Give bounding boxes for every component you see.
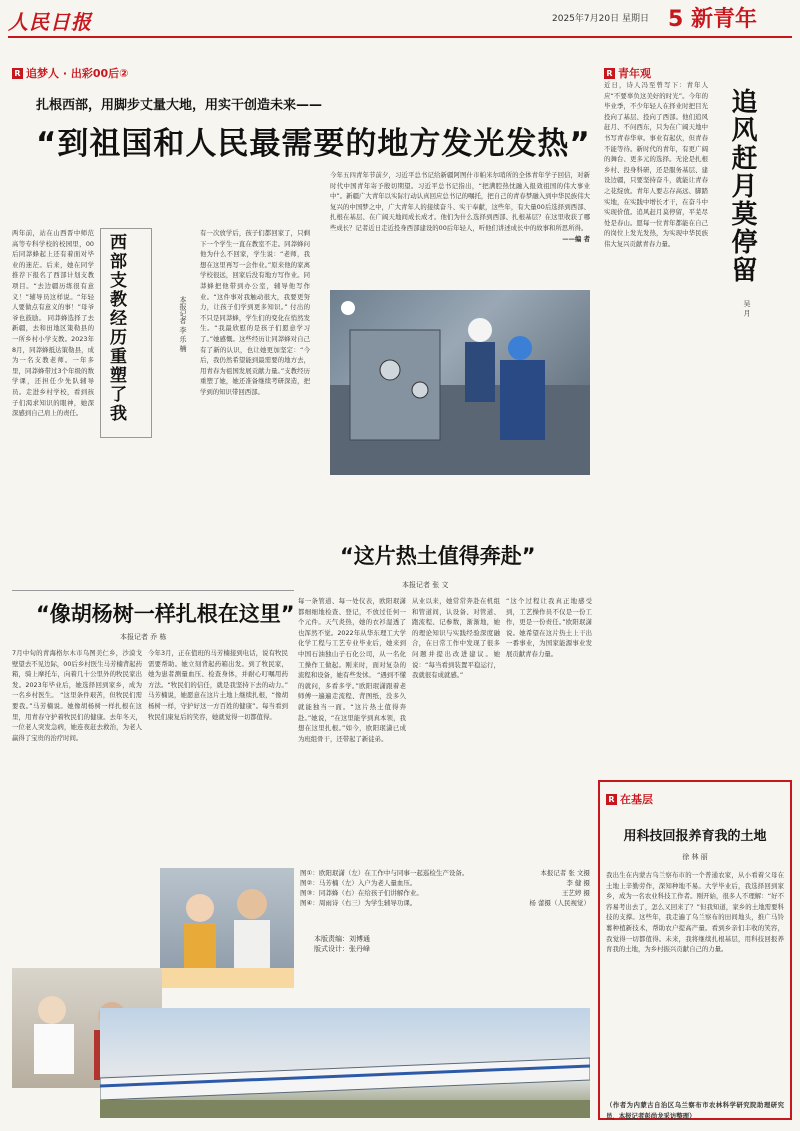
feature-subhead: 扎根西部，用脚步丈量大地，用实干创造未来——: [36, 98, 323, 113]
jiceng-author: 徐 林 丽: [682, 853, 708, 861]
jiceng-section-label: 在基层: [620, 793, 653, 806]
r-badge-icon: R: [12, 68, 23, 79]
article2-col2: [412, 596, 500, 856]
article2-text-c: 从业以来，她常常奔赴在机组和管道间，认设备、对管道、跑流程、记参数，渐渐地，她的理论知识与实践经验深度融合，在日常工作中发现了很多问题并提出改进建议。她说：“每当看到装置平稳运行，我就很有成就感。”: [412, 597, 500, 680]
page-section-title: 5 新青年: [668, 7, 757, 32]
article2-col3: [506, 596, 592, 856]
feature-kicker-label: 追梦人 · 出彩00后②: [26, 67, 129, 80]
article1-col2: [200, 228, 310, 560]
divider: [12, 590, 294, 591]
article1-text-a: 两年前，站在山西晋中师范高等专科学校的校园里，00后同莽蜂起上还有着面对毕业的迷茫。后来，她在同学推荐下报名了西部计划支教项目。“去边疆历练很有意义！”辅导员这样说。“年轻人要做点有意义的事！”母爷爷也鼓励。: [12, 229, 94, 322]
jiceng-box: [598, 780, 792, 1120]
column-section-label: 青年观: [618, 67, 651, 80]
column-author: 吴 月: [743, 300, 751, 317]
article3-title: “像胡杨树一样扎根在这里”: [36, 602, 295, 626]
photo-tutoring: [160, 868, 294, 988]
article2-byline: 本报记者 张 文: [402, 581, 449, 589]
caption-row: 图②：马芳楠（左）入户为老人量血压。 李 健 摄: [300, 879, 590, 887]
article2-title: “这片热土值得奔赴”: [340, 544, 536, 568]
article1-byline: 本报记者 李 乐 楠: [179, 296, 187, 352]
jiceng-header: [606, 788, 784, 807]
feature-intro: [330, 170, 590, 282]
article3-text-c: 今年3月，正在值班的马芳楠接到电话，说有牧民需要帮助。她立刻背起药箱出发。到了牧民家，她为患者测量血压、检查身体，并耐心叮嘱用药方法。“牧民们的信任，就是我坚持下去的动力。”: [148, 649, 288, 689]
article3-col1: [12, 648, 142, 860]
photo-workers: [330, 290, 590, 475]
article3-byline: 本报记者 乔 栋: [120, 633, 167, 641]
article1-title: 西部支教经历重塑了我: [106, 233, 126, 423]
article3-col2: [148, 648, 288, 860]
tutoring-illustration: [160, 868, 294, 988]
train-illustration: [100, 1008, 590, 1118]
article3-text-d: 马芳楠说，她愿意在这片土地上继续扎根，“像胡杨树一样，守护好这一方百姓的健康”。每当看到牧民们康复后的笑容，她就觉得一切都值得。: [148, 691, 288, 721]
caption-row: 图③：同莽蜂（右）在给孩子们讲解作业。 王艺婷 摄: [300, 889, 590, 897]
feature-intro-text: 今年五四青年节前夕，习近平总书记给新疆阿图什市帕米尔哨所的全体青年学子回信，对新时代中国青年寄予殷切期望。习近平总书记指出，“把满腔热忱融入报效祖国的伟大事业中”。新疆广大青年以实际行动认真回应总书记的嘱托，把自己的青春梦融入到中华民族伟大复兴的中国梦之中，广大青年人的接续奋斗、实干奉献，这些年，有大量00后选择到西部、扎根在基层、在广阔天地间成长成才。他们为什么选择到西部、扎根基层？在这里收获了哪些成长？记者近日走近投身西部建设的00后年轻人，听他们讲述成长中的故事和所思所得。: [330, 171, 590, 232]
feature-title: “到祖国和人民最需要的地方发光发热”: [36, 126, 591, 162]
feature-intro-signoff: ——编 者: [562, 234, 590, 243]
photo-captions: [300, 868, 590, 908]
article1-col1: [12, 228, 94, 560]
column-title: 追风赶月莫停留: [727, 88, 757, 284]
caption-row: 图①：欧阳珉潇（左）在工作中与同事一起巡检生产设备。 本报记者 张 文摄: [300, 869, 590, 877]
newspaper-logo: 人民日报: [8, 10, 92, 34]
article2-text-a: 每一条管道、每一处仪表，欧阳珉潇都细细地检查、登记，不放过任何一个元件。天气炎热，她的衣衫湿透了也浑然不觉。2022年从华东理工大学化学工程与工艺专业毕业后，她来到中国石油独山子石化公司，从一名化工操作工做起。刚来时，面对复杂的流程和设备，她有些发怵。: [298, 597, 406, 680]
jiceng-footnote: （作者为内蒙古自治区乌兰察布市农林科学研究院助理研究员，本报记者彭尚龙采访整理）: [606, 1101, 784, 1120]
article1-text-c: 有一次放学后，孩子们都回家了，只剩下一个学生一直在教室不走。同莽蜂问他为什么不回家，学生说：“老师，我想在这里再写一会作业。”原来他的家离学校很远，回家后没有地方写作业。同莽蜂把他带到办公室，辅导他写作业。“这件事对我触动很大，我要更努力，让孩子们学到更多知识。”: [200, 229, 310, 312]
r-badge-icon: R: [606, 794, 617, 805]
caption-row: 图④：周雨诗（右三）为学生辅导功课。 杨 蕾摄（人民视觉）: [300, 899, 590, 907]
column-header: [604, 62, 651, 81]
column-text-1: [604, 80, 708, 770]
workers-illustration: [330, 290, 590, 475]
masthead-rule: [8, 36, 792, 38]
column-text: 近日，诗人冯至曾写下：青年人应“不要辜负这美好的时光”。今年的毕业季，不少年轻人在择业时把目光投向了基层、投向了西部。他们追风赶月、不问西东，只为在广阔天地中书写青春华章。事业有起伏，但青春不能等待。新时代的青年，有更广阔的舞台、更多元的选择。无论是扎根乡村、投身科研，还是服务基层、建设边疆，只要坚持奋斗，就能让青春之花绽放。青年人要志存高远、脚踏实地，在实践中增长才干，在奋斗中实现价值。追风赶月莫停留，平芜尽处是春山。愿每一位青年都能在自己的岗位上发光发热，为实现中华民族伟大复兴贡献青春力量。: [604, 81, 708, 248]
jiceng-text: 我出生在内蒙古乌兰察布市的一个普通农家，从小看着父母在土地上辛勤劳作，深知种地不易。大学毕业后，我选择回到家乡，成为一名农业科技工作者。刚开始，很多人不理解：“好不容易考出去了，怎么又回来了？”但我知道，家乡的土地需要科技的支撑。这些年，我走遍了乌兰察布的田间地头，推广马铃薯种植新技术，帮助农户提高产量。看到乡亲们丰收的笑容，我觉得一切都值得。未来，我将继续扎根基层，用科技回报养育我的土地，为乡村振兴贡献自己的力量。: [606, 871, 784, 954]
article2-col1: [298, 596, 406, 856]
editor-credit: 本版责编：刘博通: [314, 935, 370, 943]
article1-text-d: 付出的不只是同莽蜂，学生们的变化在悄然发生。“我最欣慰的是孩子们愿意学习了。”她感慨。这些经历让同莽蜂对自己有了新的认识，也让她更加坚定：“今后，我仍然希望能到最需要的地方去，用青春为祖国发展贡献力量。”支教经历重塑了她，她还准备继续考研深造，把学到的知识带回西部。: [200, 303, 310, 396]
issue-date: 2025年7月20日 星期日: [552, 14, 649, 24]
designer-credit: 版式设计：张丹峰: [314, 945, 370, 953]
r-badge-icon: R: [604, 68, 615, 79]
article3-text-a: 7月中旬的青海格尔木市乌图美仁乡，沙漠戈壁望去不见边际，00后乡村医生马芳楠背起药箱，骑上摩托车，向着几十公里外的牧民家出发。2023年毕业后，她选择回到家乡，成为一名乡村医生。: [12, 649, 142, 700]
jiceng-title: 用科技回报养育我的土地: [623, 829, 767, 844]
feature-kicker: [12, 62, 128, 81]
photo-train: [100, 1008, 590, 1118]
article2-text-d: “这个过程让我真正地感受到，工艺操作员不仅是一份工作，更是一份责任。”欧阳珉潇说。她希望在这片热土上干出一番事业，为国家能源事业发展贡献青春力量。: [506, 597, 592, 658]
article1-text-b: 同莽蜂选择了去新疆，去和田地区策勒县的一所乡村小学支教。2023年8月，同莽蜂抵达策勒县，成为一名支教老师。一年多里，同莽蜂带过3个年级的数学课，还担任少先队辅导员。走进乡村学校，看到孩子们渴求知识的眼神，她深深感到自己肩上的责任。: [12, 313, 94, 418]
article2-text-b: “遇到不懂的就问，多看多学。”欧阳珉潇跟着老师傅一遍遍走流程、背图纸，没多久就能独当一面。“这片热土值得奔赴。”她说，“在这里能学到真本领，我想在这里扎根。”如今，欧阳珉潇已成为班组骨干，还带起了新徒弟。: [298, 671, 406, 743]
article3-text-b: “这里条件艰苦，但牧民们需要我。”马芳楠说。她像胡杨树一样扎根在这里，用青春守护着牧民们的健康。去年冬天，一位老人突发急病，她连夜赶去救治，为老人赢得了宝贵的治疗时间。: [12, 691, 142, 742]
article1-title-box: [100, 228, 152, 438]
